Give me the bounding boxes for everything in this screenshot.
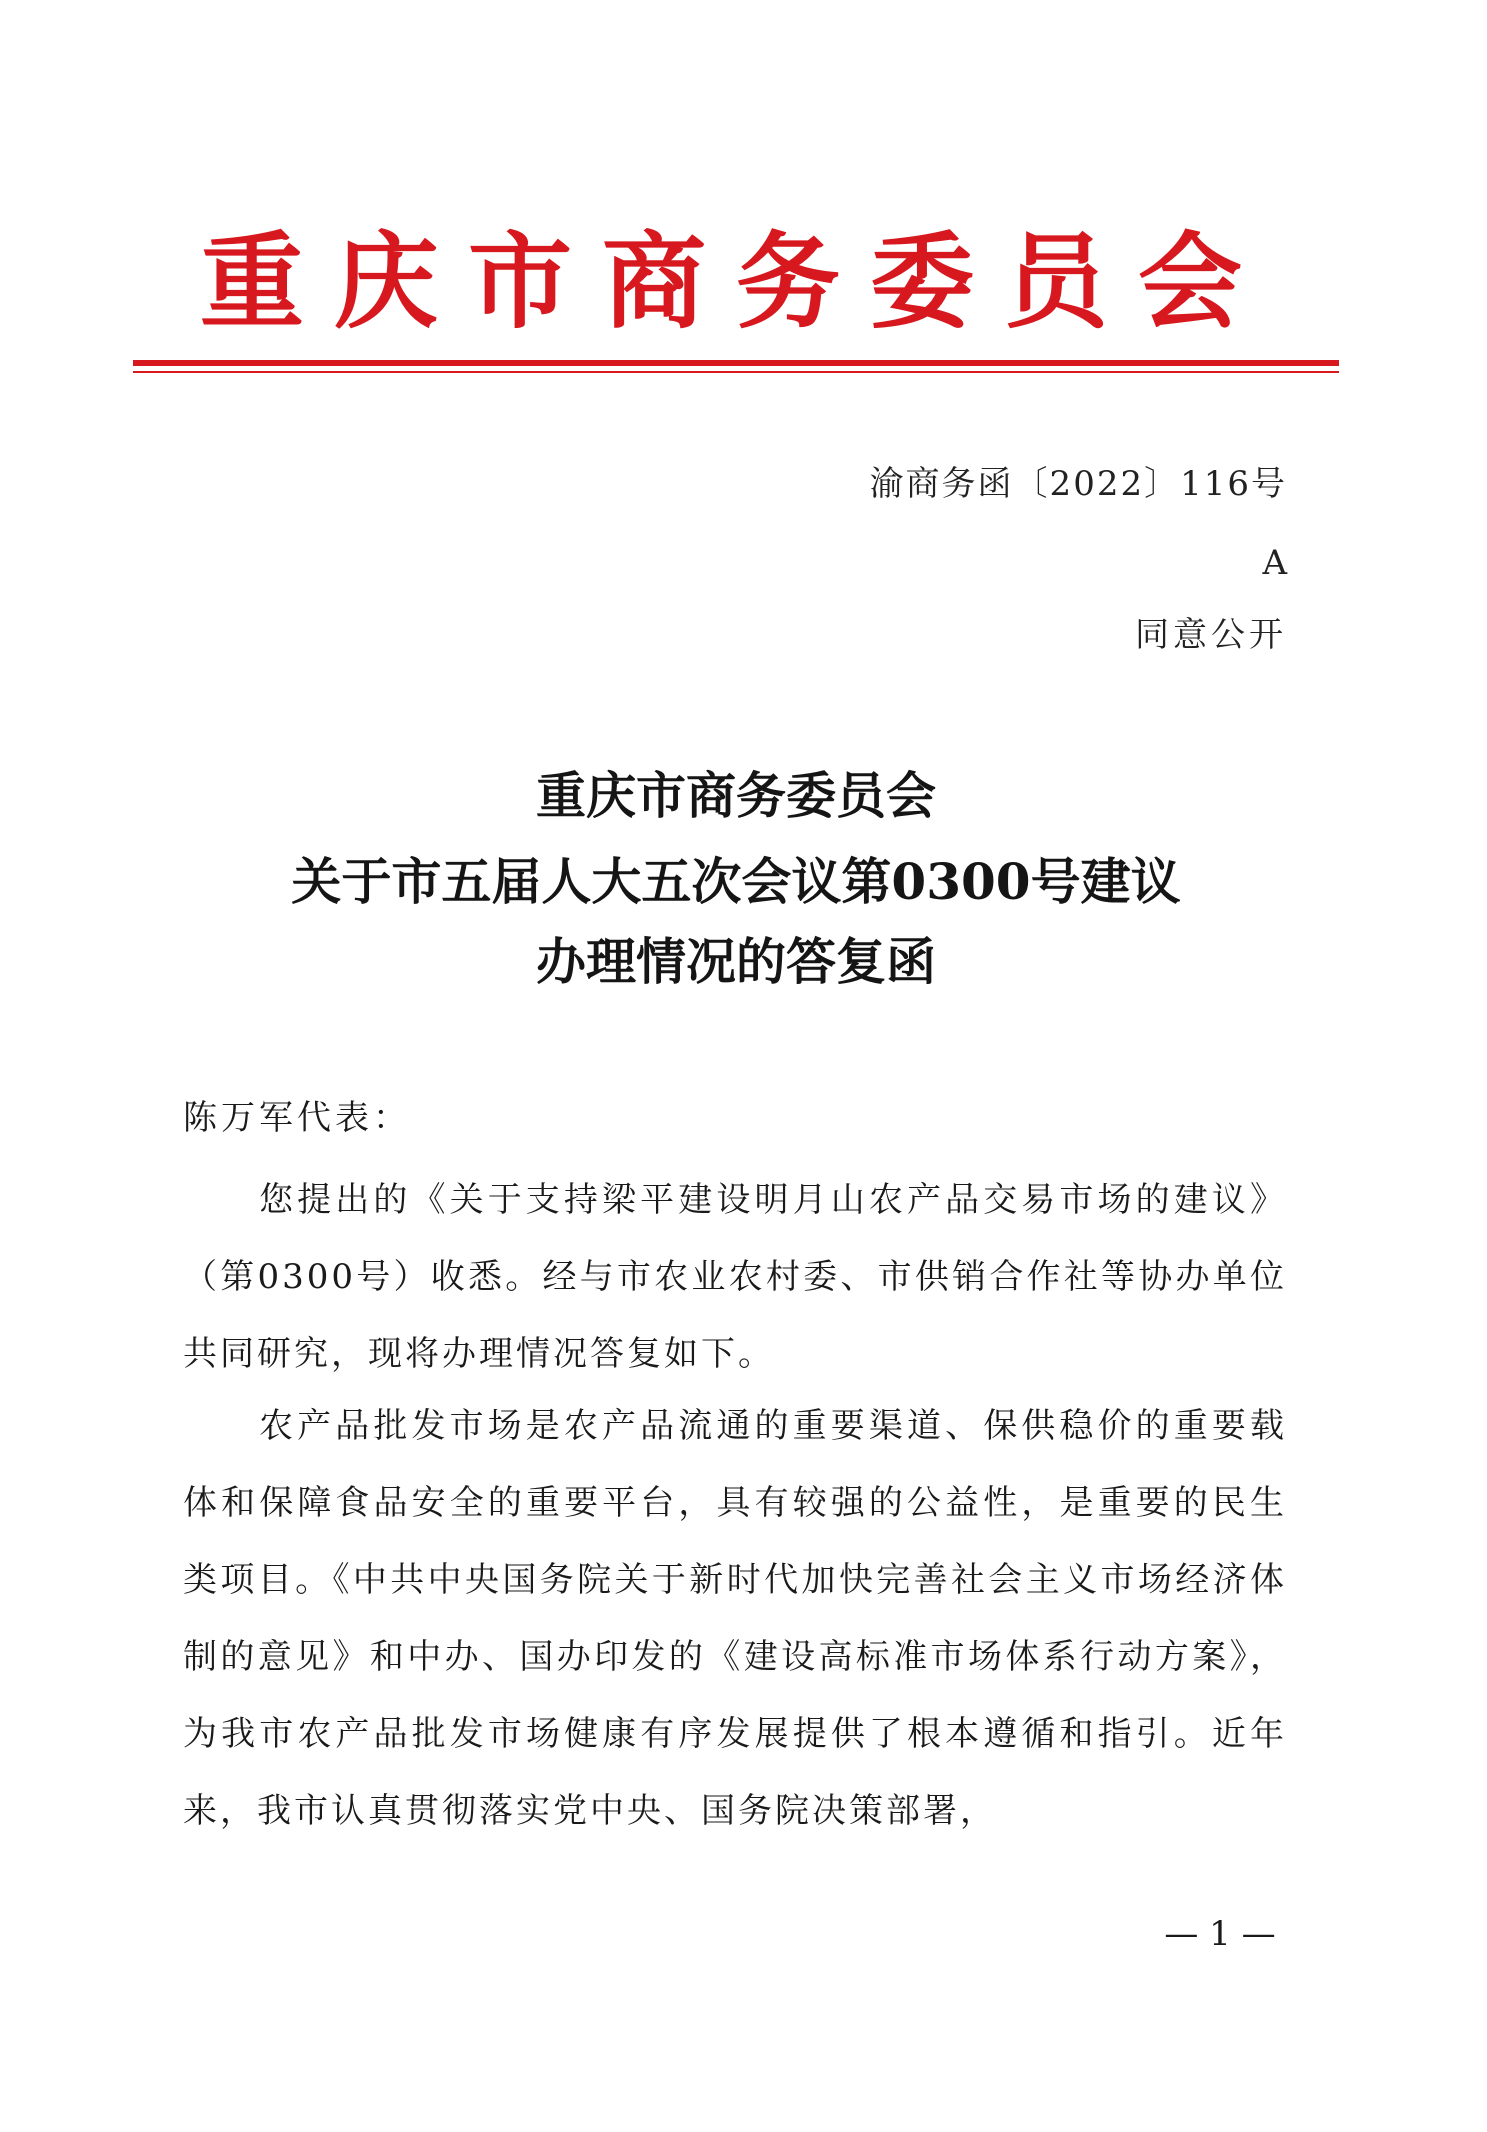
masthead-rule-thick xyxy=(133,360,1339,366)
document-title-line-1: 重庆市商务委员会 xyxy=(536,766,936,825)
page-number: — 1 — xyxy=(1164,1914,1276,1954)
disclosure-grade: A xyxy=(1262,543,1287,583)
masthead-rule-thin xyxy=(133,371,1339,373)
document-number: 渝商务函〔2022〕116号 xyxy=(869,464,1287,504)
masthead-title: 重庆市商务委员会 xyxy=(199,220,1272,343)
document-title-line-2: 关于市五届人大五次会议第0300号建议 xyxy=(291,852,1181,911)
body-paragraph-1: 您提出的《关于支持梁平建设明月山农产品交易市场的建议》（第0300号）收悉。经与市农业农村委、市供销合作社等协办单位共同研究，现将办理情况答复如下。 xyxy=(183,1180,1287,1374)
disclosure-note: 同意公开 xyxy=(1135,615,1287,655)
salutation: 陈万军代表： xyxy=(183,1098,411,1138)
document-title-line-3: 办理情况的答复函 xyxy=(536,932,936,991)
body-paragraph-2: 农产品批发市场是农产品流通的重要渠道、保供稳价的重要载体和保障食品安全的重要平台，具有较强的公益性，是重要的民生类项目。《中共中央国务院关于新时代加快完善社会主义市场经济体制的意见》和中办、国办印发的《建设高标准市场体系行动方案》，为我市农产品批发市场健康有序发展提供了根本遵循和指引。近年来，我市认真贯彻落实党中央、国务院决策部署， xyxy=(183,1406,1287,1831)
